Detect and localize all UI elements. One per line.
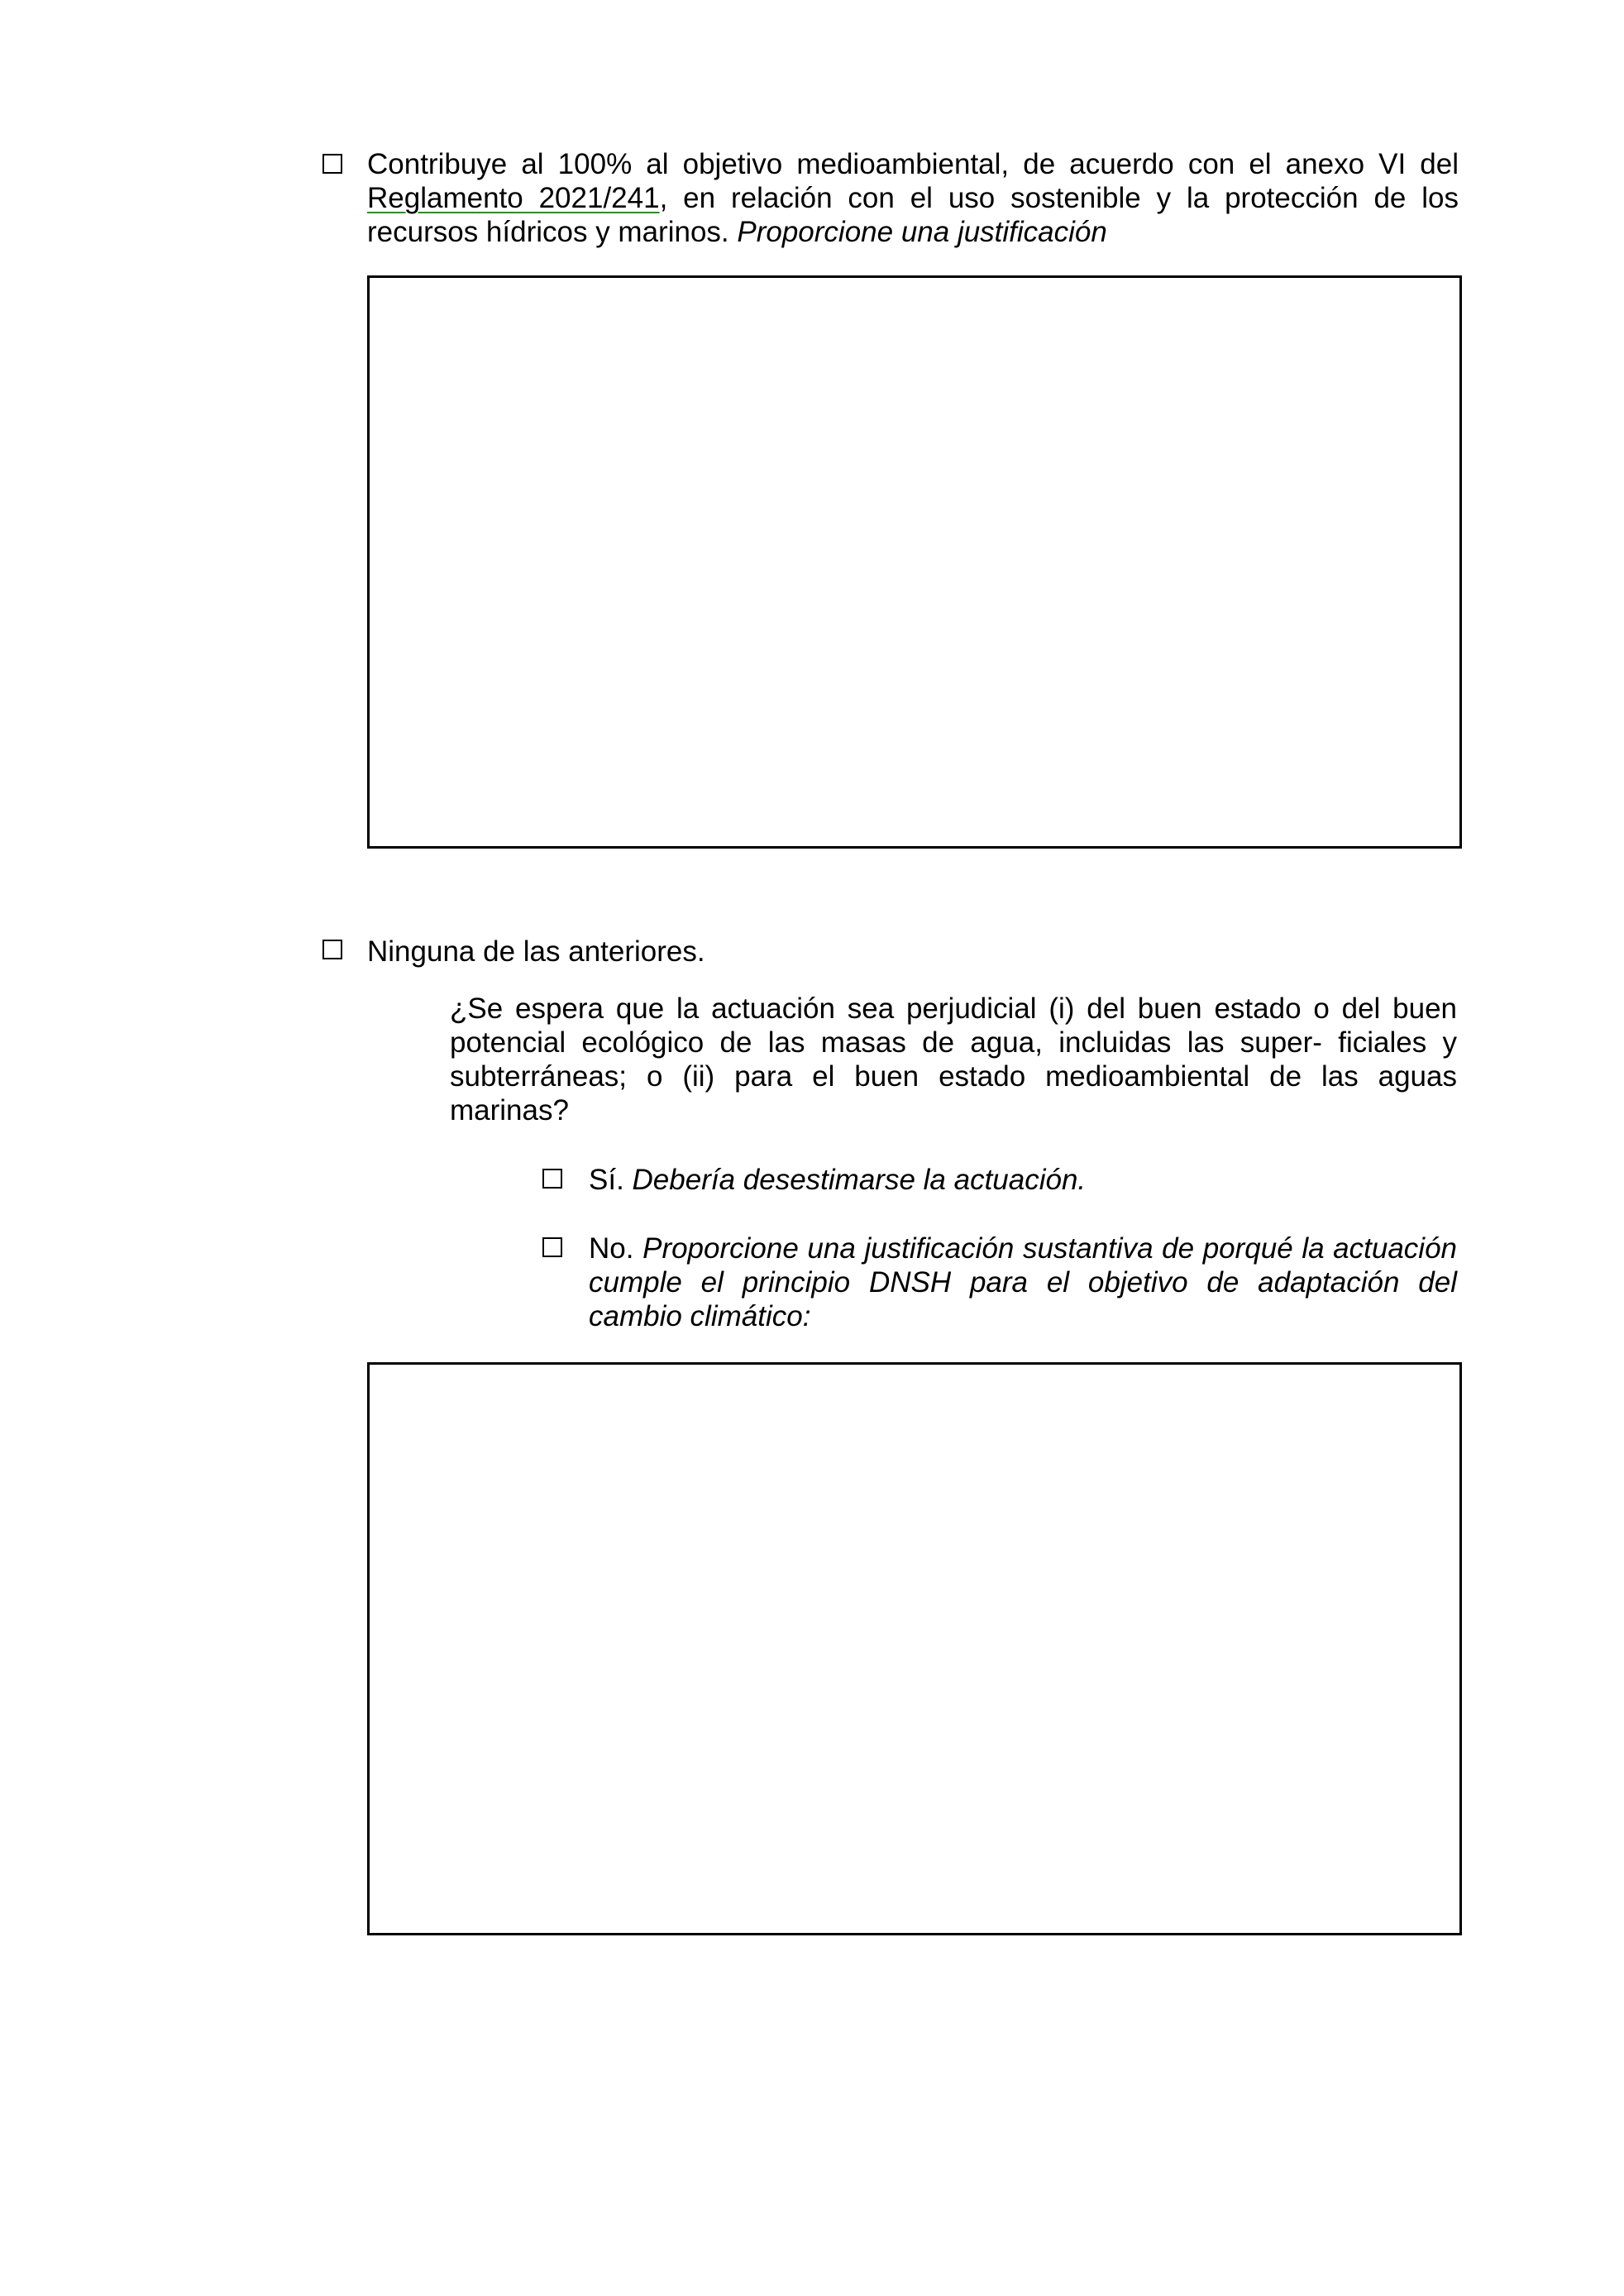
checkbox-si[interactable] <box>542 1169 562 1189</box>
contribuye-paragraph <box>367 147 1459 249</box>
option-si-text <box>589 1163 1086 1197</box>
contribuye-line-1: Contribuye al 100% al objetivo medioambiental, de acuerdo con el anexo VI del <box>367 148 1459 180</box>
ninguna-label: Ninguna de las anteriores. <box>367 935 705 968</box>
reglamento-link[interactable]: Reglamento 2021/241 <box>367 182 660 214</box>
checkbox-no[interactable] <box>542 1237 562 1257</box>
question-line-4: marinas? <box>450 1094 569 1126</box>
option-no-label: No. <box>589 1232 634 1265</box>
question-line-3: subterráneas; o (ii) para el buen estado medioambiental de las aguas <box>450 1060 1457 1093</box>
contribuye-line-3: recursos hídricos y marinos. Proporcione una justificación <box>367 216 1107 248</box>
checkbox-contribuye[interactable] <box>322 154 342 174</box>
justification-textbox-1[interactable] <box>367 275 1462 849</box>
option-no-line-1: No. Proporcione una justificación sustantiva de porqué la actuación <box>589 1232 1457 1265</box>
checkbox-ninguna[interactable] <box>322 940 342 959</box>
proporcione-justificacion-label: Proporcione una justificación <box>737 216 1107 248</box>
question-line-2: potencial ecológico de las masas de agua, incluidas las super- ficiales y <box>450 1026 1457 1059</box>
question-paragraph <box>450 992 1457 1127</box>
contribuye-line-2: Reglamento 2021/241, en relación con el uso sostenible y la protección de los <box>367 182 1459 214</box>
question-line-1: ¿Se espera que la actuación sea perjudicial (i) del buen estado o del buen <box>450 993 1457 1025</box>
option-no-paragraph <box>589 1232 1457 1333</box>
justification-textbox-2[interactable] <box>367 1362 1462 1935</box>
option-no-line-2: cumple el principio DNSH para el objetivo de adaptación del <box>589 1266 1457 1299</box>
option-no-line-3: cambio climático: <box>589 1300 811 1332</box>
option-si-label: Sí. <box>589 1164 624 1196</box>
option-si-italic: Debería desestimarse la actuación. <box>632 1164 1087 1196</box>
